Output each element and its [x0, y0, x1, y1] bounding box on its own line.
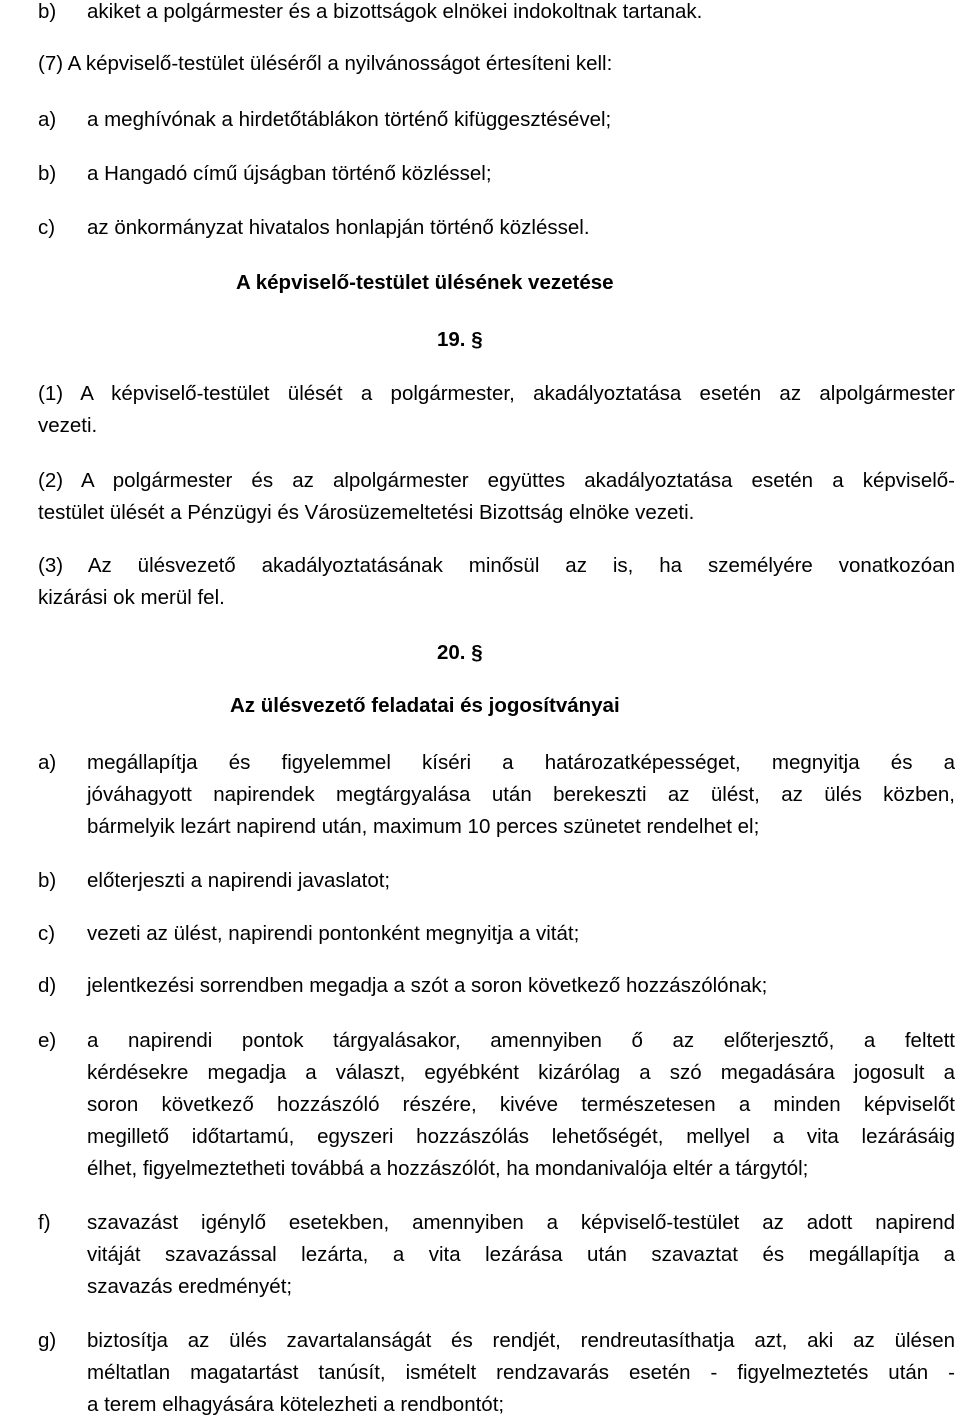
list-item-line: soron következő hozzászóló részére, kivéve természetesen a minden képviselőt	[87, 1093, 955, 1116]
list-item-line: jóváhagyott napirendek megtárgyalása után berekeszti az ülést, az ülés közben,	[87, 783, 955, 806]
list-item-line: a napirendi pontok tárgyalásakor, amennyiben ő az előterjesztő, a feltett	[87, 1029, 955, 1052]
list-item-text: akiket a polgármester és a bizottságok elnökei indokoltnak tartanak.	[87, 0, 703, 23]
list-item-text: az önkormányzat hivatalos honlapján történő közléssel.	[87, 216, 590, 239]
list-item-line: élhet, figyelmeztetheti továbbá a hozzászólót, ha mondanivalója eltér a tárgytól;	[87, 1157, 809, 1180]
list-label: b)	[38, 162, 57, 185]
list-label: a)	[38, 751, 57, 774]
paragraph-19-3-line: (3) Az ülésvezető akadályoztatásának minősül az is, ha személyére vonatkozóan	[38, 554, 955, 577]
list-item-line: szavazás eredményét;	[87, 1275, 293, 1298]
section-symbol: §	[471, 641, 483, 664]
list-item-line: előterjeszti a napirendi javaslatot;	[87, 869, 391, 892]
list-item-line: biztosítja az ülés zavartalanságát és rendjét, rendreutasíthatja azt, aki az ülésen	[87, 1329, 955, 1352]
list-label: c)	[38, 216, 56, 239]
list-item-line: megillető időtartamú, egyszeri hozzászólás lehetőségét, mellyel a vita lezárásáig	[87, 1125, 955, 1148]
list-label: g)	[38, 1329, 57, 1352]
section-heading: A képviselő-testület ülésének vezetése	[236, 271, 614, 294]
list-item-line: kérdésekre megadja a választ, egyébként kizárólag a szó megadására jogosult a	[87, 1061, 955, 1084]
list-label: c)	[38, 922, 56, 945]
list-label: e)	[38, 1029, 57, 1052]
paragraph-7-intro: (7) A képviselő-testület üléséről a nyilvánosságot értesíteni kell:	[38, 52, 613, 75]
paragraph-19-1-line: vezeti.	[38, 414, 98, 437]
list-label: d)	[38, 974, 57, 997]
section-number-19	[437, 324, 483, 356]
list-item-line: méltatlan magatartást tanúsít, ismételt rendzavarás esetén - figyelmeztetés után -	[87, 1361, 955, 1384]
list-item-line: megállapítja és figyelemmel kíséri a határozatképességet, megnyitja és a	[87, 751, 955, 774]
list-item-line: jelentkezési sorrendben megadja a szót a soron következő hozzászólónak;	[87, 974, 768, 997]
list-label: f)	[38, 1211, 51, 1234]
paragraph-19-2-line: testület ülését a Pénzügyi és Városüzemeltetési Bizottság elnöke vezeti.	[38, 501, 695, 524]
section-20-title: Az ülésvezető feladatai és jogosítványai	[230, 694, 620, 717]
section-number: 20.	[437, 641, 466, 664]
paragraph-19-3-line: kizárási ok merül fel.	[38, 586, 225, 609]
list-item-text: a meghívónak a hirdetőtáblákon történő kifüggesztésével;	[87, 108, 612, 131]
paragraph-19-2-line: (2) A polgármester és az alpolgármester együttes akadályoztatása esetén a képviselő-	[38, 469, 955, 492]
list-item-text: a Hangadó című újságban történő közléssel;	[87, 162, 492, 185]
list-label: a)	[38, 108, 57, 131]
section-number: 19.	[437, 328, 466, 351]
list-item-line: a terem elhagyására kötelezheti a rendbontót;	[87, 1393, 505, 1416]
list-item-line: vitáját szavazással lezárta, a vita lezárása után szavaztat és megállapítja a	[87, 1243, 955, 1266]
paragraph-19-1-line: (1) A képviselő-testület ülését a polgármester, akadályoztatása esetén az alpolgármester	[38, 382, 955, 405]
list-item-line: vezeti az ülést, napirendi pontonként megnyitja a vitát;	[87, 922, 580, 945]
section-symbol: §	[471, 328, 483, 351]
list-label: b)	[38, 869, 57, 892]
section-number-20	[437, 637, 483, 669]
list-item-line: szavazást igénylő esetekben, amennyiben a képviselő-testület az adott napirend	[87, 1211, 955, 1234]
list-label: b)	[38, 0, 57, 23]
list-item-line: bármelyik lezárt napirend után, maximum 10 perces szünetet rendelhet el;	[87, 815, 760, 838]
